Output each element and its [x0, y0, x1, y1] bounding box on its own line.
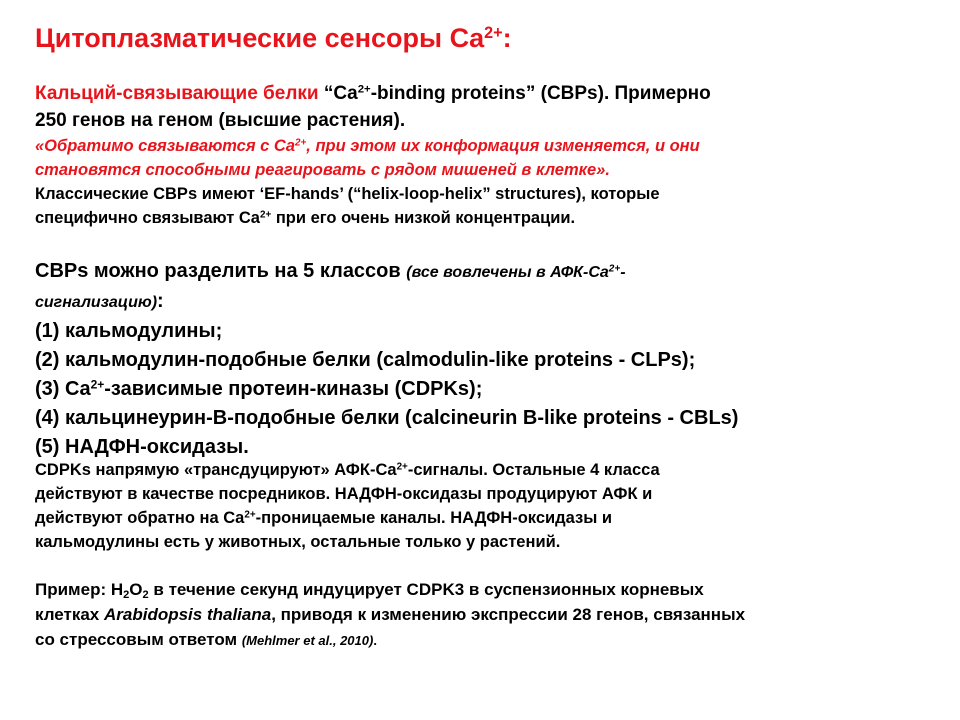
classes-block: [35, 257, 935, 462]
slide-title: Цитоплазматические сенсоры $Ca^{2+}$:: [35, 23, 512, 53]
example-block: [35, 577, 935, 653]
citation: (Mehlmer et al., 2010): [241, 633, 374, 648]
summary-line-3: действуют обратно на $Ca^{2+}$-проницаемые каналы. НАДФН-оксидазы и: [35, 509, 613, 527]
intro-line-1: Кальций-связывающие белки “$Ca^{2+}$-binding proteins” (CBPs). Примерно: [35, 83, 711, 104]
quote-line-1: «Обратимо связываются с $Ca^{2+}$, при этом их конформация изменяется, и они: [35, 137, 700, 155]
summary-line-2: действуют в качестве посредников. НАДФН-оксидазы продуцируют АФК и: [35, 485, 653, 503]
species-name: Arabidopsis thaliana: [104, 605, 272, 624]
intro-line-2: 250 генов на геном (высшие растения).: [35, 110, 406, 131]
example-line-2: клетках Arabidopsis thaliana, приводя к изменению экспрессии 28 генов, связанных: [35, 605, 746, 624]
classic-line-1: Классические CBPs имеют ‘EF-hands’ (“helix-loop-helix” structures), которые: [35, 185, 660, 203]
summary-block: [35, 458, 935, 554]
example-line-1: Пример: $H_2O_2$ в течение секунд индуцирует CDPK3 в суспензионных корневых: [35, 580, 704, 601]
example-line-3: со стрессовым ответом (Mehlmer et al., 2010).: [35, 630, 377, 649]
intro-block: [35, 80, 935, 230]
classes-lead-cont: сигнализацию):: [35, 290, 164, 312]
classes-lead: CBPs можно разделить на 5 классов (все вовлечены в АФК-$Ca^{2+}-$: [35, 260, 626, 282]
summary-line-4: кальмодулины есть у животных, остальные только у растений.: [35, 533, 561, 551]
class-item-3: (3) $Ca^{2+}$-зависимые протеин-киназы (CDPKs);: [35, 377, 483, 400]
class-item-2: (2) кальмодулин-подобные белки (calmodulin-like proteins - CLPs);: [35, 349, 696, 371]
class-item-1: (1) кальмодулины;: [35, 320, 223, 342]
class-item-4: (4) кальцинеурин-B-подобные белки (calcineurin B-like proteins - CBLs): [35, 407, 739, 429]
classic-line-2: специфично связывают $Ca^{2+}$ при его очень низкой концентрации.: [35, 209, 576, 227]
summary-line-1: CDPKs напрямую «трансдуцируют» АФК-$Ca^{2+}$-сигналы. Остальные 4 класса: [35, 461, 660, 479]
quote-line-2: становятся способными реагировать с рядом мишеней в клетке».: [35, 161, 610, 179]
class-item-5: (5) НАДФН-оксидазы.: [35, 436, 249, 458]
